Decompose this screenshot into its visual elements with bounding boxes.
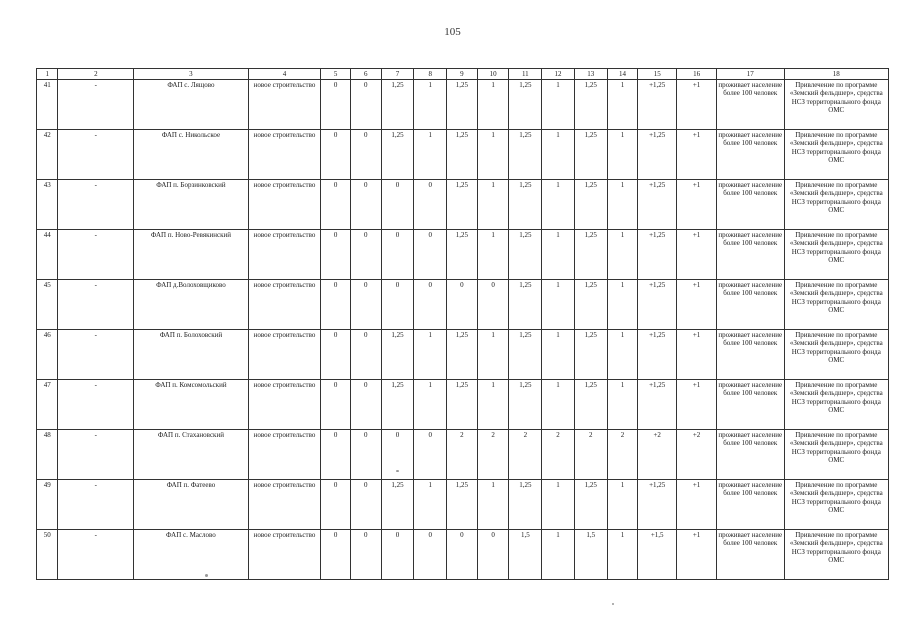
table-cell: 0 — [321, 380, 351, 430]
table-cell: 1 — [477, 130, 509, 180]
table-cell: - — [58, 230, 134, 280]
table-cell: Привлечение по программе «Земский фельдшер», средства НСЗ территориального фонда ОМС — [784, 280, 888, 330]
table-cell: ФАП с. Никольское — [134, 130, 249, 180]
table-cell: 1,25 — [509, 380, 542, 430]
table-cell: +1,25 — [638, 230, 677, 280]
table-cell: - — [58, 430, 134, 480]
table-cell: 0 — [381, 180, 414, 230]
table-cell: 0 — [350, 230, 381, 280]
table-cell: 1 — [414, 380, 447, 430]
table-cell: проживает население более 100 человек — [717, 530, 785, 580]
table-cell: +1 — [677, 230, 717, 280]
table-cell: 1,25 — [574, 380, 607, 430]
table-cell: новое строительство — [248, 230, 321, 280]
table-cell: +1 — [677, 530, 717, 580]
table-cell: 0 — [477, 530, 509, 580]
table-cell: 0 — [381, 280, 414, 330]
table-cell: - — [58, 80, 134, 130]
table-cell: 1,25 — [447, 330, 478, 380]
table-cell: 1,25 — [447, 230, 478, 280]
table-cell: 41 — [37, 80, 58, 130]
table-cell: 0 — [414, 180, 447, 230]
table-cell: Привлечение по программе «Земский фельдшер», средства НСЗ территориального фонда ОМС — [784, 380, 888, 430]
table-cell: 1 — [607, 80, 638, 130]
table-cell: - — [58, 480, 134, 530]
table-cell: +1 — [677, 380, 717, 430]
table-cell: +1 — [677, 480, 717, 530]
table-cell: 1,25 — [574, 80, 607, 130]
table-row — [37, 230, 889, 280]
table-cell: 43 — [37, 180, 58, 230]
table-cell: 2 — [607, 430, 638, 480]
table-cell: 1,25 — [509, 230, 542, 280]
table-cell: новое строительство — [248, 430, 321, 480]
table-cell: +1 — [677, 180, 717, 230]
table-cell: 49 — [37, 480, 58, 530]
column-number-cell: 9 — [447, 69, 478, 80]
column-number-cell: 1 — [37, 69, 58, 80]
table-cell: 1,25 — [574, 230, 607, 280]
column-number-cell: 8 — [414, 69, 447, 80]
table-cell: Привлечение по программе «Земский фельдшер», средства НСЗ территориального фонда ОМС — [784, 180, 888, 230]
table-cell: 0 — [350, 280, 381, 330]
table-cell: 0 — [350, 80, 381, 130]
table-cell: +2 — [638, 430, 677, 480]
table-cell: Привлечение по программе «Земский фельдшер», средства НСЗ территориального фонда ОМС — [784, 530, 888, 580]
table-cell: 0 — [321, 330, 351, 380]
column-number-cell: 18 — [784, 69, 888, 80]
column-number-cell: 7 — [381, 69, 414, 80]
table-cell: 1 — [607, 380, 638, 430]
table-cell: 1,25 — [447, 130, 478, 180]
table-cell: +1,25 — [638, 80, 677, 130]
table-cell: 0 — [414, 280, 447, 330]
table-cell: 2 — [509, 430, 542, 480]
table-cell: 1 — [477, 180, 509, 230]
table-cell: 1,25 — [509, 480, 542, 530]
column-number-cell: 16 — [677, 69, 717, 80]
table-cell: 0 — [447, 530, 478, 580]
table-cell: 0 — [381, 530, 414, 580]
table-row — [37, 80, 889, 130]
table-cell: +1,5 — [638, 530, 677, 580]
table-row — [37, 380, 889, 430]
table-cell: 0 — [350, 380, 381, 430]
table-cell: ФАП п. Ново-Ревякинский — [134, 230, 249, 280]
table-cell: +1 — [677, 280, 717, 330]
table-cell: 0 — [350, 430, 381, 480]
table-cell: 1,25 — [447, 180, 478, 230]
table-cell: новое строительство — [248, 380, 321, 430]
table-cell: 1 — [542, 230, 575, 280]
column-number-cell: 12 — [542, 69, 575, 80]
table-cell: 0 — [321, 480, 351, 530]
table-cell: новое строительство — [248, 80, 321, 130]
table-cell: проживает население более 100 человек — [717, 330, 785, 380]
table-cell: 1 — [542, 380, 575, 430]
table-cell: проживает население более 100 человек — [717, 230, 785, 280]
table-cell: 1,5 — [509, 530, 542, 580]
table-cell: ФАП п. Комсомольский — [134, 380, 249, 430]
table-cell: Привлечение по программе «Земский фельдшер», средства НСЗ территориального фонда ОМС — [784, 430, 888, 480]
table-cell: 0 — [321, 80, 351, 130]
table-cell: проживает население более 100 человек — [717, 80, 785, 130]
table-cell: 1,25 — [509, 80, 542, 130]
table-cell: 1 — [542, 180, 575, 230]
table-cell: 1 — [477, 380, 509, 430]
table-cell: 1 — [542, 130, 575, 180]
page-number: 105 — [444, 26, 461, 38]
table-cell: 1,25 — [447, 80, 478, 130]
table-cell: - — [58, 380, 134, 430]
table-cell: 1,25 — [574, 330, 607, 380]
table-row — [37, 480, 889, 530]
table-cell: 1 — [414, 480, 447, 530]
column-number-cell: 17 — [717, 69, 785, 80]
table-cell: +1,25 — [638, 330, 677, 380]
table-cell: 0 — [350, 180, 381, 230]
table-cell: ФАП д.Волоховщиково — [134, 280, 249, 330]
column-number-cell: 15 — [638, 69, 677, 80]
table-cell: 1,25 — [381, 330, 414, 380]
table-cell: +1,25 — [638, 280, 677, 330]
column-number-cell: 4 — [248, 69, 321, 80]
table-cell: 0 — [414, 430, 447, 480]
table-cell: 0 — [381, 230, 414, 280]
table-cell: 1 — [477, 480, 509, 530]
table-cell: 0 — [321, 180, 351, 230]
table-cell: 2 — [542, 430, 575, 480]
table-cell: 1,25 — [509, 330, 542, 380]
table-cell: 1 — [607, 180, 638, 230]
table-cell: ФАП п. Болоховский — [134, 330, 249, 380]
table-cell: +1,25 — [638, 380, 677, 430]
table-header-row — [37, 69, 889, 80]
table-cell: 1 — [607, 530, 638, 580]
table-cell: новое строительство — [248, 480, 321, 530]
table-cell: - — [58, 130, 134, 180]
column-number-cell: 13 — [574, 69, 607, 80]
table-cell: 1,25 — [574, 180, 607, 230]
table-cell: 1,25 — [574, 480, 607, 530]
table-cell: 1 — [607, 330, 638, 380]
table-cell: 0 — [321, 430, 351, 480]
column-number-cell: 3 — [134, 69, 249, 80]
table-cell: - — [58, 330, 134, 380]
table-cell: новое строительство — [248, 180, 321, 230]
table-cell: 0 — [321, 530, 351, 580]
table-row — [37, 280, 889, 330]
table-cell: 1 — [414, 80, 447, 130]
table-cell: +1 — [677, 330, 717, 380]
table-cell: 0 — [321, 230, 351, 280]
table-cell: ФАП с. Маслово — [134, 530, 249, 580]
table-cell: 0 — [414, 530, 447, 580]
table-cell: 1,25 — [509, 280, 542, 330]
table-row — [37, 180, 889, 230]
table-row — [37, 430, 889, 480]
table-cell: 1 — [414, 130, 447, 180]
table-cell: 0 — [350, 330, 381, 380]
table-cell: 47 — [37, 380, 58, 430]
table-cell: Привлечение по программе «Земский фельдшер», средства НСЗ территориального фонда ОМС — [784, 230, 888, 280]
table-cell: проживает население более 100 человек — [717, 430, 785, 480]
table-cell: +1,25 — [638, 130, 677, 180]
column-number-cell: 11 — [509, 69, 542, 80]
table-cell: Привлечение по программе «Земский фельдшер», средства НСЗ территориального фонда ОМС — [784, 480, 888, 530]
table-cell: новое строительство — [248, 530, 321, 580]
column-number-cell: 2 — [58, 69, 134, 80]
table-cell: +2 — [677, 430, 717, 480]
table-cell: 1 — [607, 130, 638, 180]
table-cell: проживает население более 100 человек — [717, 130, 785, 180]
column-number-cell: 5 — [321, 69, 351, 80]
table-cell: проживает население более 100 человек — [717, 480, 785, 530]
table-cell: 0 — [477, 280, 509, 330]
table-cell: ФАП п. Фатеево — [134, 480, 249, 530]
table-cell: проживает население более 100 человек — [717, 280, 785, 330]
table-cell: 1 — [414, 330, 447, 380]
column-number-cell: 10 — [477, 69, 509, 80]
table-cell: 1 — [542, 80, 575, 130]
table-cell: ФАП с. Лящово — [134, 80, 249, 130]
table-cell: 1,25 — [574, 130, 607, 180]
data-table — [36, 68, 889, 580]
table-cell: 2 — [477, 430, 509, 480]
table-cell: 0 — [350, 530, 381, 580]
table-cell: 44 — [37, 230, 58, 280]
table-cell: 1 — [607, 480, 638, 530]
table-cell: Привлечение по программе «Земский фельдшер», средства НСЗ территориального фонда ОМС — [784, 80, 888, 130]
table-cell: 1 — [477, 330, 509, 380]
table-cell: +1 — [677, 130, 717, 180]
table-cell: +1 — [677, 80, 717, 130]
table-cell: 1,25 — [381, 480, 414, 530]
table-cell: 0 — [321, 280, 351, 330]
table-cell: +1,25 — [638, 180, 677, 230]
table-cell: - — [58, 280, 134, 330]
table-cell: 1,25 — [509, 180, 542, 230]
table-cell: 0 — [381, 430, 414, 480]
column-number-cell: 14 — [607, 69, 638, 80]
table-cell: проживает население более 100 человек — [717, 180, 785, 230]
table-cell: 2 — [447, 430, 478, 480]
table-cell: 1,25 — [381, 130, 414, 180]
table-cell: +1,25 — [638, 480, 677, 530]
table-cell: ФАП п. Борзинковский — [134, 180, 249, 230]
table-cell: 1 — [542, 280, 575, 330]
table-cell: 1,25 — [574, 280, 607, 330]
table-cell: 46 — [37, 330, 58, 380]
table-cell: 42 — [37, 130, 58, 180]
column-number-cell: 6 — [350, 69, 381, 80]
table-cell: 1 — [542, 530, 575, 580]
table-row — [37, 530, 889, 580]
table-cell: 0 — [350, 130, 381, 180]
table-cell: 1,5 — [574, 530, 607, 580]
table-cell: 45 — [37, 280, 58, 330]
table-cell: 1,25 — [447, 480, 478, 530]
table-cell: - — [58, 530, 134, 580]
table-cell: новое строительство — [248, 330, 321, 380]
table-cell: 50 — [37, 530, 58, 580]
table-cell: 1 — [477, 80, 509, 130]
table-cell: 1,25 — [447, 380, 478, 430]
table-cell: 1 — [477, 230, 509, 280]
table-cell: новое строительство — [248, 130, 321, 180]
table-cell: проживает население более 100 человек — [717, 380, 785, 430]
table-cell: Привлечение по программе «Земский фельдшер», средства НСЗ территориального фонда ОМС — [784, 130, 888, 180]
table-cell: 48 — [37, 430, 58, 480]
table-cell: 0 — [321, 130, 351, 180]
table-cell: 0 — [447, 280, 478, 330]
table-cell: 1 — [542, 330, 575, 380]
table-cell: ФАП п. Стахановский — [134, 430, 249, 480]
table-cell: 1,25 — [381, 380, 414, 430]
table-cell: 2 — [574, 430, 607, 480]
table-cell: Привлечение по программе «Земский фельдшер», средства НСЗ территориального фонда ОМС — [784, 330, 888, 380]
table-cell: 0 — [350, 480, 381, 530]
table-cell: новое строительство — [248, 280, 321, 330]
table-cell: 0 — [414, 230, 447, 280]
table-cell: 1 — [607, 230, 638, 280]
table-cell: 1 — [607, 280, 638, 330]
table-cell: 1,25 — [381, 80, 414, 130]
table-row — [37, 330, 889, 380]
table-cell: 1 — [542, 480, 575, 530]
table-cell: 1,25 — [509, 130, 542, 180]
table-cell: - — [58, 180, 134, 230]
table-row — [37, 130, 889, 180]
